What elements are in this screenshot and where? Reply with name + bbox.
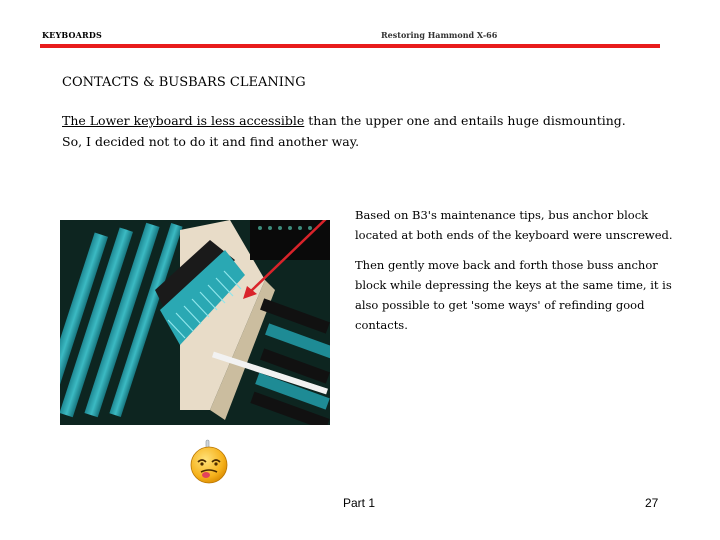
footer-page-number: 27 bbox=[645, 496, 659, 510]
keyboard-photo-illustration bbox=[60, 220, 330, 425]
section-title: CONTACTS & BUSBARS CLEANING bbox=[62, 75, 306, 90]
footer-part-label: Part 1 bbox=[343, 496, 376, 510]
header-rule bbox=[40, 44, 660, 48]
explanation-text bbox=[355, 205, 685, 345]
header-document-title: Restoring Hammond X-66 bbox=[381, 30, 498, 40]
intro-underlined-phrase: The Lower keyboard is less accessible bbox=[62, 113, 305, 128]
keyboard-contacts-photo bbox=[60, 220, 330, 425]
intro-text bbox=[62, 110, 662, 152]
header-section-label: KEYBOARDS bbox=[42, 30, 103, 40]
intro-line1-rest: than the upper one and entails huge dismounting. bbox=[304, 113, 626, 128]
paragraph-2: Then gently move back and forth those buss anchor block while depressing the keys at the same time, it is also possible to get 'some ways' of refinding good contacts. bbox=[355, 258, 672, 332]
intro-line2: So, I decided not to do it and find another way. bbox=[62, 134, 360, 149]
paragraph-1: Based on B3's maintenance tips, bus anchor block located at both ends of the keyboard were unscrewed. bbox=[355, 208, 673, 242]
sick-face-emoji-icon bbox=[186, 438, 232, 484]
